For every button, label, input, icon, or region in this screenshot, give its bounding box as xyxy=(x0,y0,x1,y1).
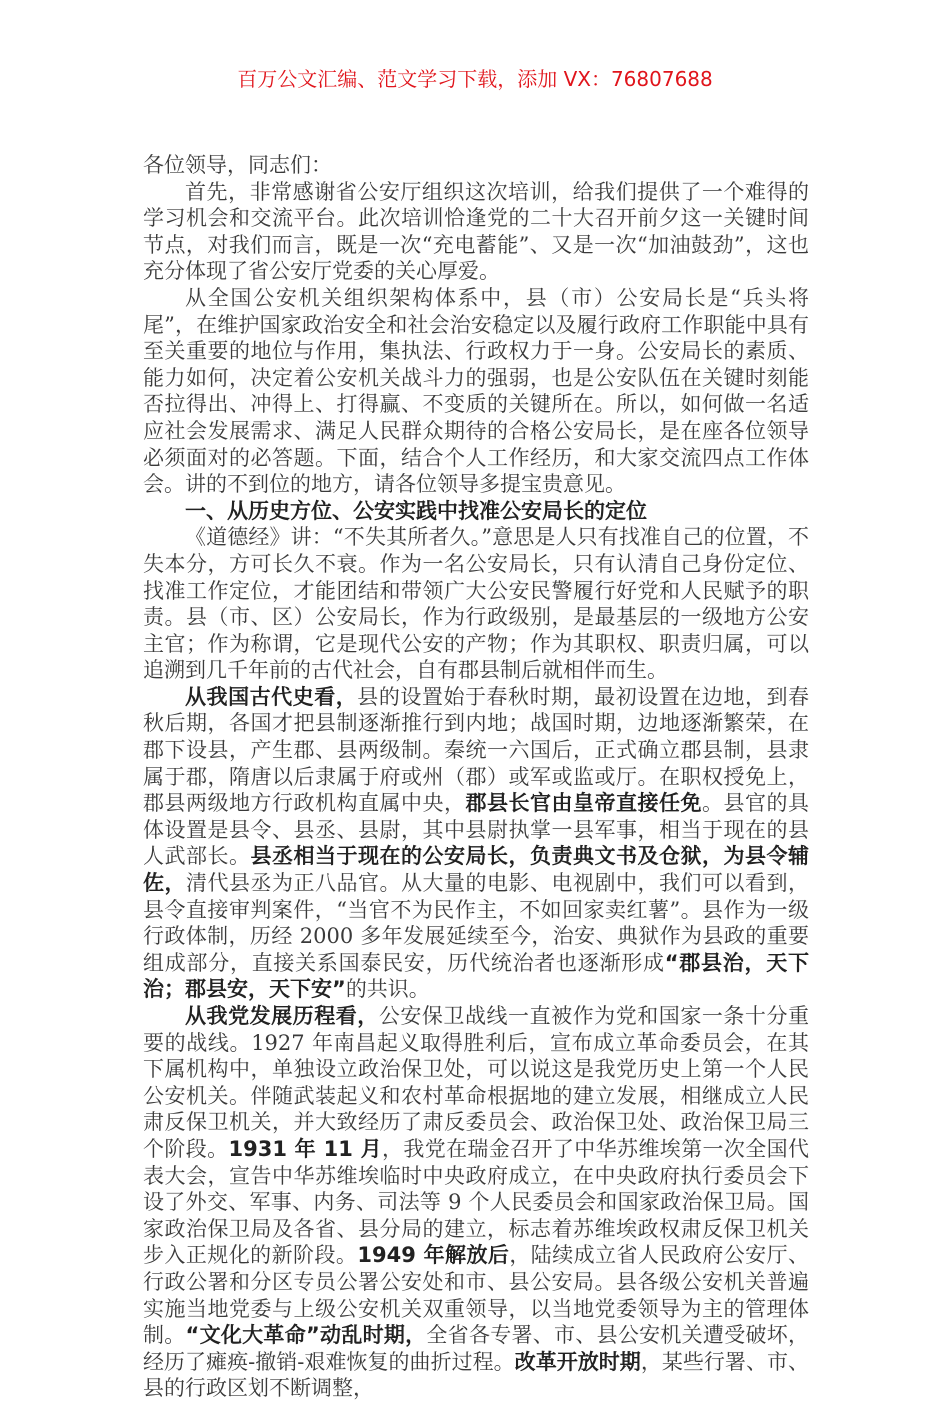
text-run: 县的设置始于春秋时期，最初设置在边地，到春秋后期，各国才把县制逐渐推行到内地；战国时期，边地逐渐繁荣，在郡下设县，产生郡、县两级制。秦统一六国后，正式确立郡县制，县隶属于郡，隋唐以后隶属于府或州（郡）或军或监或厅。在职权授免上，郡县两级地方行政机构直属中央， xyxy=(143,684,810,816)
emphasis: “郡县治，天下治；郡县安，天下安” xyxy=(143,950,809,1002)
emphasis: 从我党发展历程看， xyxy=(185,1004,379,1028)
emphasis: 从我国古代史看， xyxy=(185,684,358,709)
text-run: 公安保卫战线一直被作为党和国家一条十分重要的战线。1927 年南昌起义取得胜利后，宣布成立革命委员会，在其下属机构中，单独设立政治保卫处，可以说这是我党历史上第一个人民公安机关。伴随武装起义和农村革命根据地的建立发展，相继成立人民肃反保卫机关，并大致经历了肃反委员会、政治保卫处、政治保卫局三个阶段。 xyxy=(143,1004,810,1161)
document-body xyxy=(143,152,809,1402)
paragraph-context: 从全国公安机关组织架构体系中，县（市）公安局长是“兵头将尾”，在维护国家政治安全和社会治安稳定以及履行政府工作职能中具有至关重要的地位与作用，集执法、行政权力于一身。公安局长的素质、能力如何，决定着公安机关战斗力的强弱，也是公安队伍在关键时刻能否拉得出、冲得上、打得赢、不变质的关键所在。所以，如何做一名适应社会发展需求、满足人民群众期待的合格公安局长，是在座各位领导必须面对的必答题。下面，结合个人工作经历，和大家交流四点工作体会。讲的不到位的地方，请各位领导多提宝贵意见。 xyxy=(143,285,809,497)
paragraph-daodejing: 《道德经》讲：“不失其所者久。”意思是人只有找准自己的位置，不失本分，方可长久不衰。作为一名公安局长，只有认清自己身份定位、找准工作定位，才能团结和带领广大公安民警履行好党和人民赋予的职责。县（市、区）公安局长，作为行政级别，是最基层的一级地方公安主官；作为称谓，它是现代公安的产物；作为其职权、职责归属，可以追溯到几千年前的古代社会，自有郡县制后就相伴而生。 xyxy=(143,525,809,683)
header-banner: 百万公文汇编、范文学习下载，添加 VX：76807688 xyxy=(237,67,713,91)
text-run: 的共识。 xyxy=(345,977,430,1002)
text-run: ，某些行署、市、县的行政区划不断调整， xyxy=(143,1349,810,1401)
text-run: ，我党在瑞金召开了中华苏维埃第一次全国代表大会，宣告中华苏维埃临时中央政府成立，在中央政府执行委员会下设了外交、军事、内务、司法等 9 个人民委员会和国家政治保卫局。国家政治保卫局及各省、县分局的建立，标志着苏维埃政权肃反保卫机关步入正规化的新阶段。 xyxy=(143,1136,810,1268)
emphasis: 改革开放时期 xyxy=(514,1349,641,1374)
text-run: 。县官的具体设置是县令、县丞、县尉，其中县尉执掌一县军事，相当于现在的县人武部长。 xyxy=(143,791,809,869)
emphasis: “文化大革命”动乱时期， xyxy=(185,1323,427,1348)
emphasis: 1931 年 11 月 xyxy=(228,1136,382,1161)
paragraph-ancient-history xyxy=(143,684,809,1003)
text-run: ，陆续成立省人民政府公安厅、行政公署和分区专员公署公安处和市、县公安局。县各级公安机关普遍实施当地党委与上级公安机关双重领导，以当地党委领导为主的管理体制。 xyxy=(143,1243,810,1348)
salutation: 各位领导，同志们： xyxy=(143,153,332,177)
emphasis: 郡县长官由皇帝直接任免 xyxy=(465,791,702,816)
text-run: 清代县丞为正八品官。从大量的电影、电视剧中，我们可以看到，县令直接审判案件，“当官不为民作主，不如回家卖红薯”。县作为一级行政体制，历经 2000 多年发展延续至今，治安、典狱作为县政的重要组成部分，直接关系国泰民安，历代统治者也逐渐形成 xyxy=(143,871,809,975)
text-run: 全省各专署、市、县公安机关遭受破坏，经历了瘫痪-撤销-艰难恢复的曲折过程。 xyxy=(143,1323,810,1374)
paragraph-intro: 首先，非常感谢省公安厅组织这次培训，给我们提供了一个难得的学习机会和交流平台。此次培训恰逢党的二十大召开前夕这一关键时间节点，对我们而言，既是一次“充电蓄能”、又是一次“加油鼓劲”，这也充分体现了省公安厅党委的关心厚爱。 xyxy=(143,179,809,284)
emphasis: 1949 年解放后 xyxy=(357,1243,510,1268)
section-heading-1: 一、从历史方位、公安实践中找准公安局长的定位 xyxy=(185,497,647,523)
paragraph-party-history xyxy=(143,1003,809,1402)
emphasis: 县丞相当于现在的公安局长，负责典文书及仓狱，为县令辅佐， xyxy=(143,844,809,896)
